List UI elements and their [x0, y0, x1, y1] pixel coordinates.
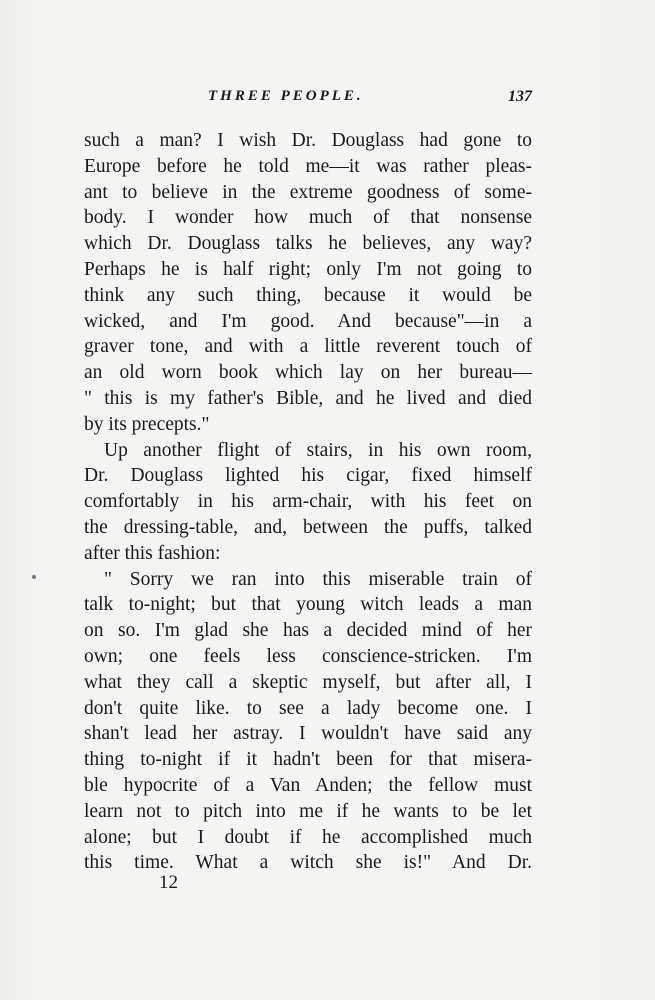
text-line: own; one feels less conscience-stricken. I'm	[84, 645, 532, 667]
text-line: wicked, and I'm good. And because"—in a	[84, 310, 532, 332]
text-line: what they call a skeptic myself, but after all, I	[84, 671, 532, 693]
text-line: body. I wonder how much of that nonsense	[84, 207, 532, 229]
text-line: on so. I'm glad she has a decided mind of her	[84, 620, 532, 642]
text-line: alone; but I doubt if he accomplished much	[84, 826, 532, 848]
page-number: 137	[508, 88, 532, 105]
text-line: ble hypocrite of a Van Anden; the fellow must	[84, 774, 532, 796]
text-line: don't quite like. to see a lady become one. I	[84, 697, 532, 719]
text-line: Dr. Douglass lighted his cigar, fixed himself	[84, 465, 532, 487]
text-line: shan't lead her astray. I wouldn't have said any	[84, 723, 532, 745]
running-head	[84, 88, 532, 112]
body-text	[84, 128, 532, 876]
text-line: think any such thing, because it would be	[84, 284, 532, 306]
signature-mark: 12	[159, 872, 178, 893]
text-line: learn not to pitch into me if he wants to be let	[84, 800, 532, 822]
text-line: this time. What a witch she is!" And Dr.	[84, 852, 532, 874]
text-line: ant to believe in the extreme goodness of some-	[84, 181, 532, 203]
text-line: comfortably in his arm-chair, with his feet on	[84, 491, 532, 513]
text-line: after this fashion:	[84, 542, 221, 564]
text-line: Perhaps he is half right; only I'm not going to	[84, 258, 532, 280]
text-line: Up another flight of stairs, in his own room,	[104, 439, 532, 461]
text-line: talk to-night; but that young witch leads a man	[84, 594, 532, 616]
text-line: thing to-night if it hadn't been for that misera-	[84, 749, 532, 771]
text-line: graver tone, and with a little reverent touch of	[84, 336, 532, 358]
text-line: " Sorry we ran into this miserable train of	[104, 568, 532, 590]
text-line: which Dr. Douglass talks he believes, any way?	[84, 233, 532, 255]
text-line: Europe before he told me—it was rather pleas-	[84, 155, 532, 177]
paper-speck	[32, 575, 36, 579]
running-title: THREE PEOPLE.	[208, 88, 364, 104]
text-line: the dressing-table, and, between the puffs, talked	[84, 516, 532, 538]
text-line: " this is my father's Bible, and he lived and died	[84, 387, 532, 409]
text-line: such a man? I wish Dr. Douglass had gone to	[84, 130, 532, 151]
text-line: by its precepts."	[84, 413, 210, 435]
text-line: an old worn book which lay on her bureau—	[84, 362, 532, 384]
